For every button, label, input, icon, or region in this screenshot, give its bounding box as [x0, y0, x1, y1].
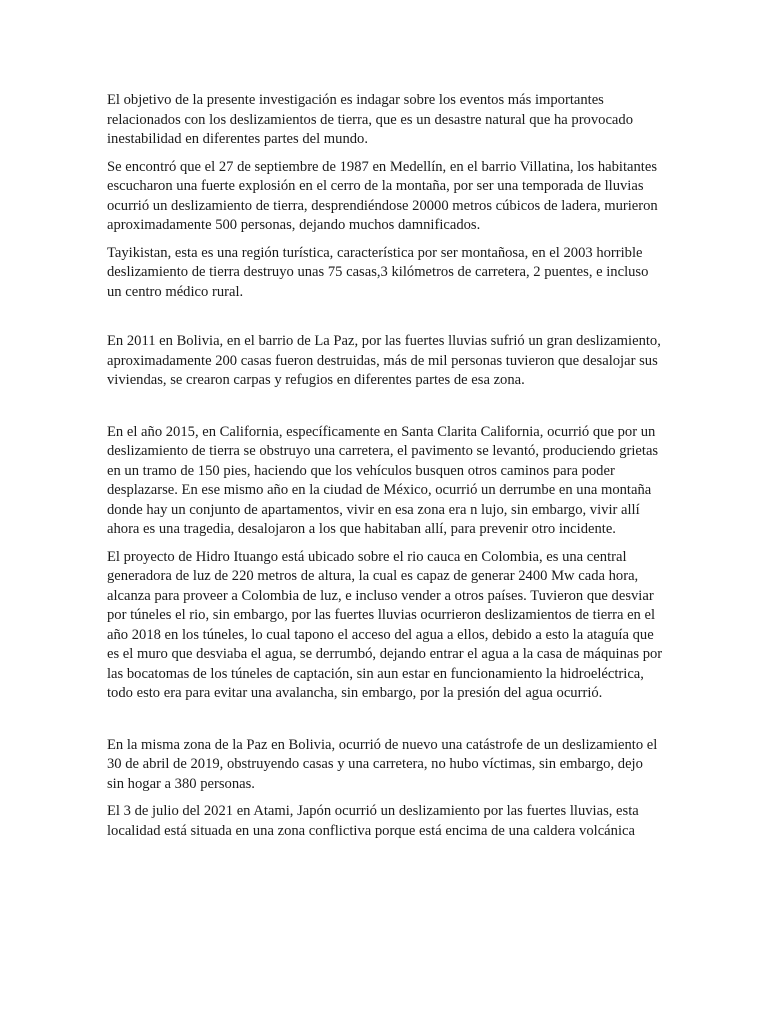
- paragraph-hidroituango: El proyecto de Hidro Ituango está ubicado sobre el rio cauca en Colombia, es una central generadora de luz de 220 metros de altura, la cual es capaz de generar 2400 Mw cada hora, alcanza para proveer a Colombia de luz, e incluso vender a otros países. Tuvieron que desviar por túneles el rio, sin embargo, por las fuertes lluvias ocurrieron deslizamientos de tierra en el año 2018 en los túneles, lo cual tapono el acceso del agua a ellos, debido a esto la ataguía que es el muro que desviaba el agua, se derrumbó, dejando entrar el agua a la casa de máquinas por las bocatomas de los túneles de captación, sin aun estar en funcionamiento la hidroeléctrica, todo esto era para evitar una avalancha, sin embargo, por la presión del agua ocurrió.: [107, 548, 663, 701]
- document-body: [107, 91, 663, 849]
- paragraph-objective: El objetivo de la presente investigación es indagar sobre los eventos más importantes relacionados con los deslizamientos de tierra, que es un desastre natural que ha provocado inestabilidad en diferentes partes del mundo.: [107, 92, 633, 147]
- paragraph-bolivia-2019: En la misma zona de la Paz en Bolivia, ocurrió de nuevo una catástrofe de un deslizamiento el 30 de abril de 2019, obstruyendo casas y una carretera, no hubo víctimas, sin embargo, dejo sin hogar a 380 personas.: [107, 736, 658, 792]
- paragraph-medellin: Se encontró que el 27 de septiembre de 1987 en Medellín, en el barrio Villatina, los habitantes escucharon una fuerte explosión en el cerro de la montaña, por ser una temporada de lluvias ocurrió un deslizamiento de tierra, desprendiéndose 20000 metros cúbicos de ladera, murieron aproximadamente 500 personas, dejando muchos damnificados.: [107, 158, 658, 233]
- paragraph-california-2015: En el año 2015, en California, específicamente en Santa Clarita California, ocurrió que por un deslizamiento de tierra se obstruyo una carretera, el pavimento se levantó, produciendo grietas en un tramo de 150 pies, haciendo que los vehículos busquen otros caminos para poder desplazarse. En ese mismo año en la ciudad de México, ocurrió un derrumbe en una montaña donde hay un conjunto de apartamentos, vivir en esa zona era n lujo, sin embargo, vivir allí ahora es una tragedia, desalojaron a los que habitaban allí, para prevenir otro incidente.: [107, 423, 659, 537]
- paragraph-bolivia-2011: En 2011 en Bolivia, en el barrio de La Paz, por las fuertes lluvias sufrió un gran deslizamiento, aproximadamente 200 casas fueron destruidas, más de mil personas tuvieron que desalojar sus viviendas, se crearon carpas y refugios en diferentes partes de esa zona.: [107, 333, 661, 388]
- paragraph-tayikistan: Tayikistan, esta es una región turística, característica por ser montañosa, en el 2003 horrible deslizamiento de tierra destruyo unas 75 casas,3 kilómetros de carretera, 2 puentes, e incluso un centro médico rural.: [107, 244, 649, 300]
- paragraph-atami-2021: El 3 de julio del 2021 en Atami, Japón ocurrió un deslizamiento por las fuertes lluvias, esta localidad está situada en una zona conflictiva porque está encima de una caldera volcánica: [107, 803, 639, 839]
